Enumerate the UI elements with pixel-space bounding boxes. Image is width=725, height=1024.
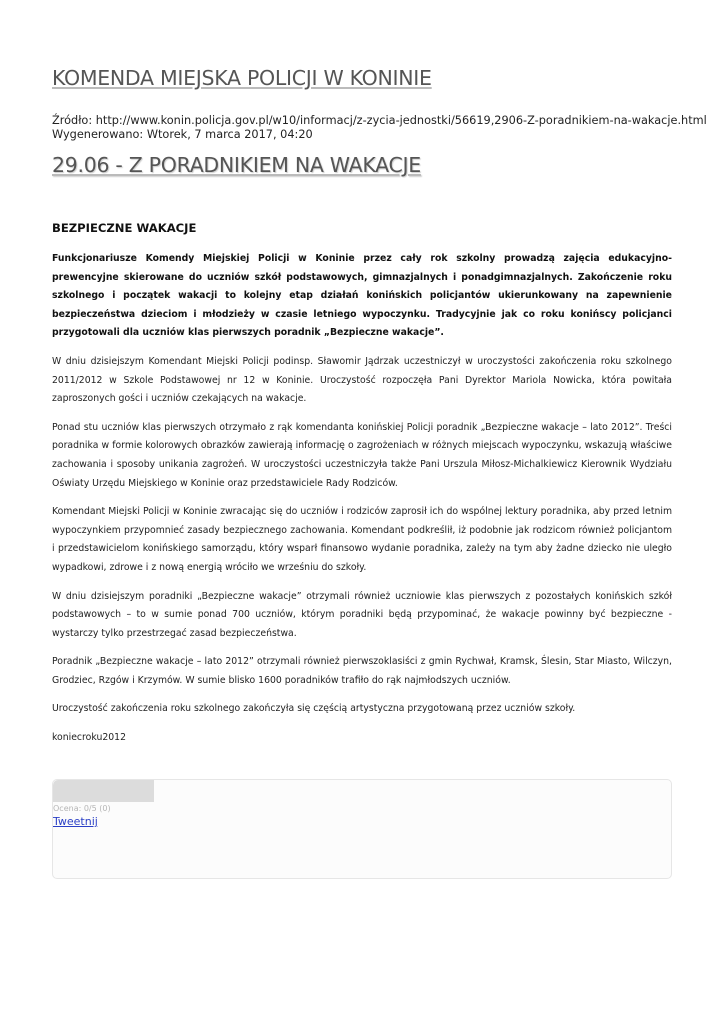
source-line: Źródło: http://www.konin.policja.gov.pl/w10/informacj/z-zycia-jednostki/56619,2906-Z-poradnikiem-na-wakacje.html xyxy=(52,114,707,127)
article-tag: koniecroku2012 xyxy=(52,732,127,744)
article-paragraph: Uroczystość zakończenia roku szkolnego zakończyła się częścią artystyczna przygotowaną przez uczniów szkoły. xyxy=(52,703,576,715)
article-paragraph: W dniu dzisiejszym poradniki „Bezpieczne wakacje” otrzymali również uczniowie klas pierwszych z pozostałych konińskich szkół podstawowych – to w sumie ponad 700 uczniów, którym poradniki będą przypominać, że wakacje powinny być bezpieczne - wystarczy tylko przestrzegać zasad bezpieczeństwa. xyxy=(52,590,672,639)
article-paragraph: W dniu dzisiejszym Komendant Miejski Policji podinsp. Sławomir Jądrzak uczestniczył w uroczystości zakończenia roku szkolnego 2011/2012 w Szkole Podstawowej nr 12 w Koninie. Uroczystość rozpoczęła Pani Dyrektor Mariola Nowicka, która powitała zaproszonych gości i uczniów czekających na wakacje. xyxy=(52,355,672,405)
tweet-link[interactable]: Tweetnij xyxy=(53,815,98,828)
footer-box xyxy=(52,779,672,879)
article-paragraph: Poradnik „Bezpieczne wakacje – lato 2012” otrzymali również pierwszoklasiści z gmin Rychwał, Kramsk, Ślesin, Star Miasto, Wilczyn, Grodziec, Rzgów i Krzymów. W sumie blisko 1600 poradników trafiło do rąk najmłodszych uczniów. xyxy=(52,656,672,686)
section-heading: BEZPIECZNE WAKACJE xyxy=(52,221,197,235)
org-title: KOMENDA MIEJSKA POLICJI W KONINIE xyxy=(52,66,432,90)
article-lead: Funkcjonariusze Komendy Miejskiej Policji w Koninie przez cały rok szkolny prowadzą zajęcia edukacyjno-prewencyjne skierowane do uczniów szkół podstawowych, gimnazjalnych i ponadgimnazjalnych. Zakończenie roku szkolnego i początek wakacji to kolejny etap działań konińskich policjantów ukierunkowany na zapewnienie bezpieczeństwa dzieciom i młodzieży w czasie letniego wypoczynku. Tradycyjnie jak co roku konińscy policjanci przygotowali dla uczniów klas pierwszych poradnik „Bezpieczne wakacje”. xyxy=(52,253,672,339)
article-paragraph: Komendant Miejski Policji w Koninie zwracając się do uczniów i rodziców zaprosił ich do wspólnej lektury poradnika, aby przed letnim wypoczynkiem przypomnieć zasady bezpiecznego zachowania. Komendant podkreślił, iż podobnie jak rodzicom również policjantom i przedstawicielom konińskiego samorządu, który wsparł finansowo wydanie poradnika, zależy na tym aby żadne dziecko nie uległo wypadkowi, zdrowe i z nową energią wróciło we wrześniu do szkoły. xyxy=(52,506,672,573)
generated-line: Wygenerowano: Wtorek, 7 marca 2017, 04:20 xyxy=(52,128,313,141)
article-title: 29.06 - Z PORADNIKIEM NA WAKACJE xyxy=(52,153,421,177)
meta-info xyxy=(52,114,707,142)
rating-text: Ocena: 0/5 (0) xyxy=(53,804,111,813)
article-body xyxy=(52,250,672,758)
rating-stars[interactable] xyxy=(53,780,154,802)
article-paragraph: Ponad stu uczniów klas pierwszych otrzymało z rąk komendanta konińskiej Policji poradnik „Bezpieczne wakacje – lato 2012”. Treści poradnika w formie kolorowych obrazków zawierają informację o zagrożeniach w różnych miejscach wypoczynku, wskazują właściwe zachowania i sposoby unikania zagrożeń. W uroczystości uczestniczyła także Pani Urszula Miłosz-Michalkiewicz Kierownik Wydziału Oświaty Urzędu Miejskiego w Koninie oraz przedstawiciele Rady Rodziców. xyxy=(52,421,672,489)
